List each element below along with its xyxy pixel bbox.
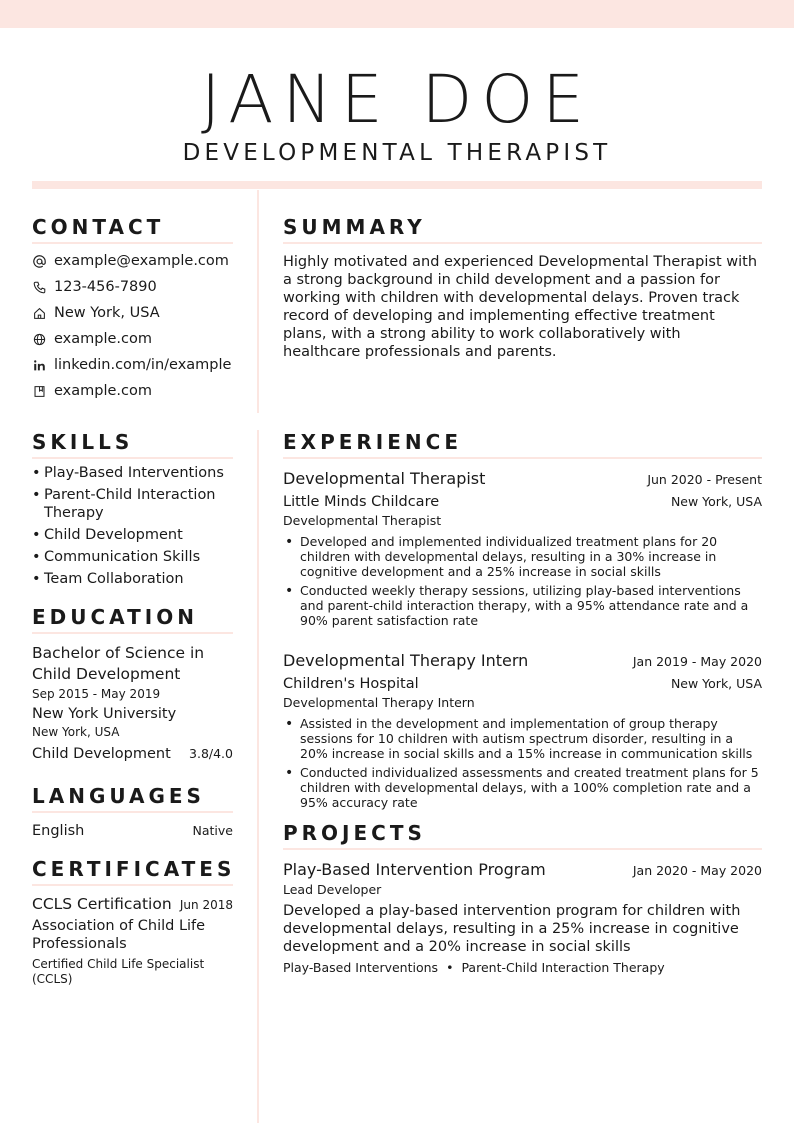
job-dates: Jan 2019 - May 2020 <box>632 654 762 669</box>
summary-heading: SUMMARY <box>283 214 762 244</box>
education-degree: Bachelor of Science in Child Development <box>32 644 205 683</box>
skill-item: • Communication Skills <box>32 548 233 566</box>
projects-heading: PROJECTS <box>283 820 762 850</box>
experience-section <box>283 429 762 810</box>
skills-section <box>32 429 233 592</box>
certificate-issuer: Association of Child Life Professionals <box>32 918 206 952</box>
job-title: Developmental Therapist <box>283 469 486 488</box>
skills-heading: SKILLS <box>32 429 233 459</box>
education-location: New York, USA <box>32 725 120 739</box>
top-band <box>0 0 794 28</box>
project-tag: Parent-Child Interaction Therapy <box>461 960 665 975</box>
contact-phone-text: 123-456-7890 <box>54 279 157 295</box>
education-school: New York University <box>32 706 177 722</box>
experience-item <box>283 468 762 628</box>
job-company: Children's Hospital <box>283 676 419 692</box>
contact-heading: CONTACT <box>32 214 233 244</box>
certificate-detail: Certified Child Life Specialist (CCLS) <box>32 957 205 986</box>
skill-item: • Child Development <box>32 526 233 544</box>
project-description: Developed a play-based intervention program for children with developmental delays, resulting in a 25% increase in cognitive development and a 20% increase in social skills <box>283 903 741 955</box>
contact-website[interactable] <box>32 326 233 352</box>
globe-icon <box>32 332 46 346</box>
contact-section <box>32 214 233 404</box>
project-dates: Jan 2020 - May 2020 <box>632 863 762 878</box>
certificate-row <box>32 894 233 915</box>
home-icon <box>32 306 46 320</box>
summary-text: Highly motivated and experienced Developmental Therapist with a strong background in child development and a passion for working with children with developmental delays. Proven track record of developing and implementing effective treatment plans, with a strong ability to work collaboratively with healthcare professionals and parents. <box>283 254 758 360</box>
languages-heading: LANGUAGES <box>32 783 233 813</box>
project-role: Lead Developer <box>283 882 382 897</box>
project-tag: Play-Based Interventions <box>283 960 439 975</box>
experience-item <box>283 650 762 810</box>
job-dates: Jun 2020 - Present <box>647 472 762 487</box>
certificates-section <box>32 856 236 987</box>
column-divider-top <box>257 190 259 413</box>
contact-location <box>32 300 233 326</box>
contact-email[interactable] <box>32 248 233 274</box>
language-name: English <box>32 823 85 839</box>
language-row <box>32 821 233 841</box>
education-field: Child Development <box>32 746 171 762</box>
job-role: Developmental Therapist <box>283 513 442 528</box>
contact-portfolio-text: example.com <box>54 383 152 399</box>
phone-icon <box>32 280 46 294</box>
education-section <box>32 604 233 764</box>
project-tags <box>283 959 762 977</box>
job-bullet: • Conducted weekly therapy sessions, utilizing play-based interventions and parent-child interaction therapy, with a 95% attendance rate and a 90% parent satisfaction rate <box>283 583 762 628</box>
linkedin-icon <box>32 358 46 372</box>
candidate-title: DEVELOPMENTAL THERAPIST <box>182 140 612 166</box>
projects-section <box>283 820 762 977</box>
certificate-date: Jun 2018 <box>179 898 233 912</box>
experience-heading: EXPERIENCE <box>283 429 762 459</box>
job-bullet: • Conducted individualized assessments and created treatment plans for 5 children with developmental delays, with a 100% completion rate and a 95% accuracy rate <box>283 765 762 810</box>
language-level: Native <box>192 823 233 838</box>
candidate-name: JANE DOE <box>201 61 593 138</box>
education-heading: EDUCATION <box>32 604 233 634</box>
languages-section <box>32 783 233 841</box>
contact-linkedin-text: linkedin.com/in/example <box>54 357 232 373</box>
summary-section <box>283 214 762 361</box>
job-bullet: • Assisted in the development and implementation of group therapy sessions for 10 children with autism spectrum disorder, resulting in a 20% increase in social skills and a 15% increase in communication skills <box>283 716 762 761</box>
contact-email-text: example@example.com <box>54 253 229 269</box>
contact-linkedin[interactable] <box>32 352 233 378</box>
column-divider-bottom <box>257 430 259 1123</box>
education-gpa: 3.8/4.0 <box>189 746 233 761</box>
header-divider <box>32 181 762 189</box>
education-dates: Sep 2015 - May 2019 <box>32 687 161 701</box>
project-title: Play-Based Intervention Program <box>283 860 546 879</box>
project-header <box>283 859 762 881</box>
portfolio-icon <box>32 384 46 398</box>
job-company: Little Minds Childcare <box>283 494 440 510</box>
job-location: New York, USA <box>670 494 762 509</box>
job-title: Developmental Therapy Intern <box>283 651 529 670</box>
at-icon <box>32 254 46 268</box>
job-location: New York, USA <box>670 676 762 691</box>
education-field-row <box>32 744 233 764</box>
skill-item: • Team Collaboration <box>32 570 233 588</box>
tag-separator: • <box>446 960 454 975</box>
contact-website-text: example.com <box>54 331 152 347</box>
contact-location-text: New York, USA <box>54 305 160 321</box>
job-bullet: • Developed and implemented individualized treatment plans for 20 children with developmental delays, resulting in a 30% increase in cognitive development and a 25% increase in social skills <box>283 534 762 579</box>
job-role: Developmental Therapy Intern <box>283 695 475 710</box>
skill-item: • Parent-Child Interaction Therapy <box>32 486 233 522</box>
certificate-name: CCLS Certification <box>32 895 172 913</box>
contact-phone[interactable] <box>32 274 233 300</box>
contact-portfolio[interactable] <box>32 378 233 404</box>
skill-item: • Play-Based Interventions <box>32 464 233 482</box>
certificates-heading: CERTIFICATES <box>32 856 233 886</box>
